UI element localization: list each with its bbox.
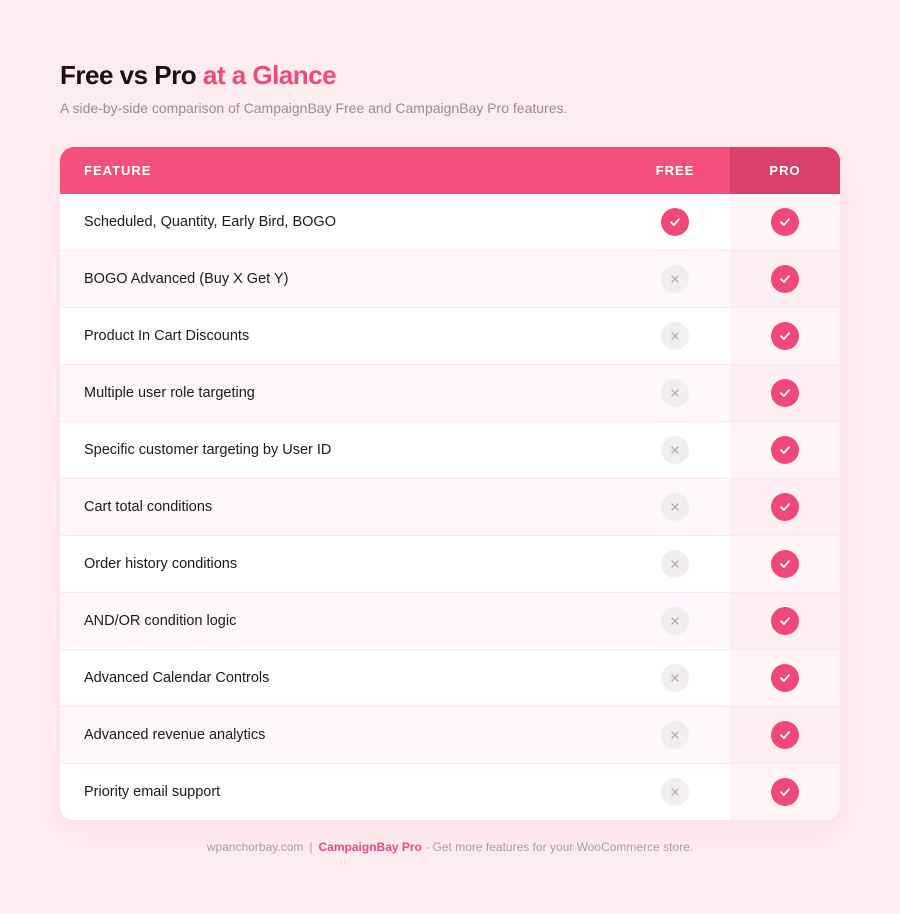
footer-site: wpanchorbay.com <box>206 840 304 854</box>
footer-brand-link[interactable]: CampaignBay Pro <box>318 840 422 854</box>
check-icon <box>771 550 799 578</box>
feature-label: Multiple user role targeting <box>84 385 255 401</box>
table-row <box>60 592 840 649</box>
feature-label: Advanced Calendar Controls <box>84 670 270 686</box>
column-header-feature: FEATURE <box>84 163 152 178</box>
column-header-pro: PRO <box>730 147 840 194</box>
pro-cell <box>730 650 840 706</box>
table-row <box>60 364 840 421</box>
free-cell <box>620 479 730 535</box>
table-row <box>60 649 840 706</box>
feature-label: Priority email support <box>84 784 221 800</box>
table-row <box>60 763 840 820</box>
pro-cell <box>730 422 840 478</box>
check-icon <box>661 208 689 236</box>
check-icon <box>771 436 799 464</box>
pro-cell <box>730 194 840 250</box>
cross-icon <box>661 778 689 806</box>
cross-icon <box>661 550 689 578</box>
cross-icon <box>661 493 689 521</box>
table-row <box>60 535 840 592</box>
table-row <box>60 194 840 250</box>
feature-label: Specific customer targeting by User ID <box>84 442 332 458</box>
pro-cell <box>730 536 840 592</box>
feature-label: BOGO Advanced (Buy X Get Y) <box>84 271 289 287</box>
pro-cell <box>730 479 840 535</box>
check-icon <box>771 778 799 806</box>
feature-label: Cart total conditions <box>84 499 213 515</box>
free-cell <box>620 707 730 763</box>
feature-label: Scheduled, Quantity, Early Bird, BOGO <box>84 214 336 230</box>
free-cell <box>620 593 730 649</box>
check-icon <box>771 721 799 749</box>
check-icon <box>771 607 799 635</box>
free-cell <box>620 422 730 478</box>
free-cell <box>620 764 730 820</box>
pro-cell <box>730 707 840 763</box>
free-cell <box>620 251 730 307</box>
cross-icon <box>661 322 689 350</box>
cross-icon <box>661 379 689 407</box>
free-cell <box>620 365 730 421</box>
page-header <box>60 60 840 117</box>
table-row <box>60 421 840 478</box>
cross-icon <box>661 664 689 692</box>
feature-label: AND/OR condition logic <box>84 613 237 629</box>
comparison-table <box>60 147 840 820</box>
cross-icon <box>661 607 689 635</box>
check-icon <box>771 379 799 407</box>
column-header-free: FREE <box>655 163 695 178</box>
free-cell <box>620 650 730 706</box>
check-icon <box>771 265 799 293</box>
cross-icon <box>661 721 689 749</box>
table-header <box>60 147 840 194</box>
check-icon <box>771 322 799 350</box>
pro-cell <box>730 251 840 307</box>
page-title <box>60 60 840 90</box>
feature-label: Product In Cart Discounts <box>84 328 250 344</box>
page-title-main: Free vs Pro <box>60 60 197 90</box>
table-row <box>60 307 840 364</box>
pro-cell <box>730 593 840 649</box>
pro-cell <box>730 764 840 820</box>
check-icon <box>771 664 799 692</box>
table-row <box>60 478 840 535</box>
page-subtitle: A side-by-side comparison of CampaignBay Free and CampaignBay Pro features. <box>60 100 568 116</box>
free-cell <box>620 194 730 250</box>
free-cell <box>620 308 730 364</box>
cross-icon <box>661 265 689 293</box>
free-cell <box>620 536 730 592</box>
check-icon <box>771 493 799 521</box>
check-icon <box>771 208 799 236</box>
page-title-accent: at a Glance <box>202 60 337 90</box>
cross-icon <box>661 436 689 464</box>
feature-label: Order history conditions <box>84 556 238 572</box>
pro-cell <box>730 308 840 364</box>
table-row <box>60 706 840 763</box>
feature-label: Advanced revenue analytics <box>84 727 266 743</box>
table-body <box>60 194 840 820</box>
page-footer <box>0 840 900 854</box>
footer-separator: | <box>309 840 313 854</box>
pro-cell <box>730 365 840 421</box>
footer-tagline: - Get more features for your WooCommerce store. <box>425 840 694 854</box>
table-row <box>60 250 840 307</box>
